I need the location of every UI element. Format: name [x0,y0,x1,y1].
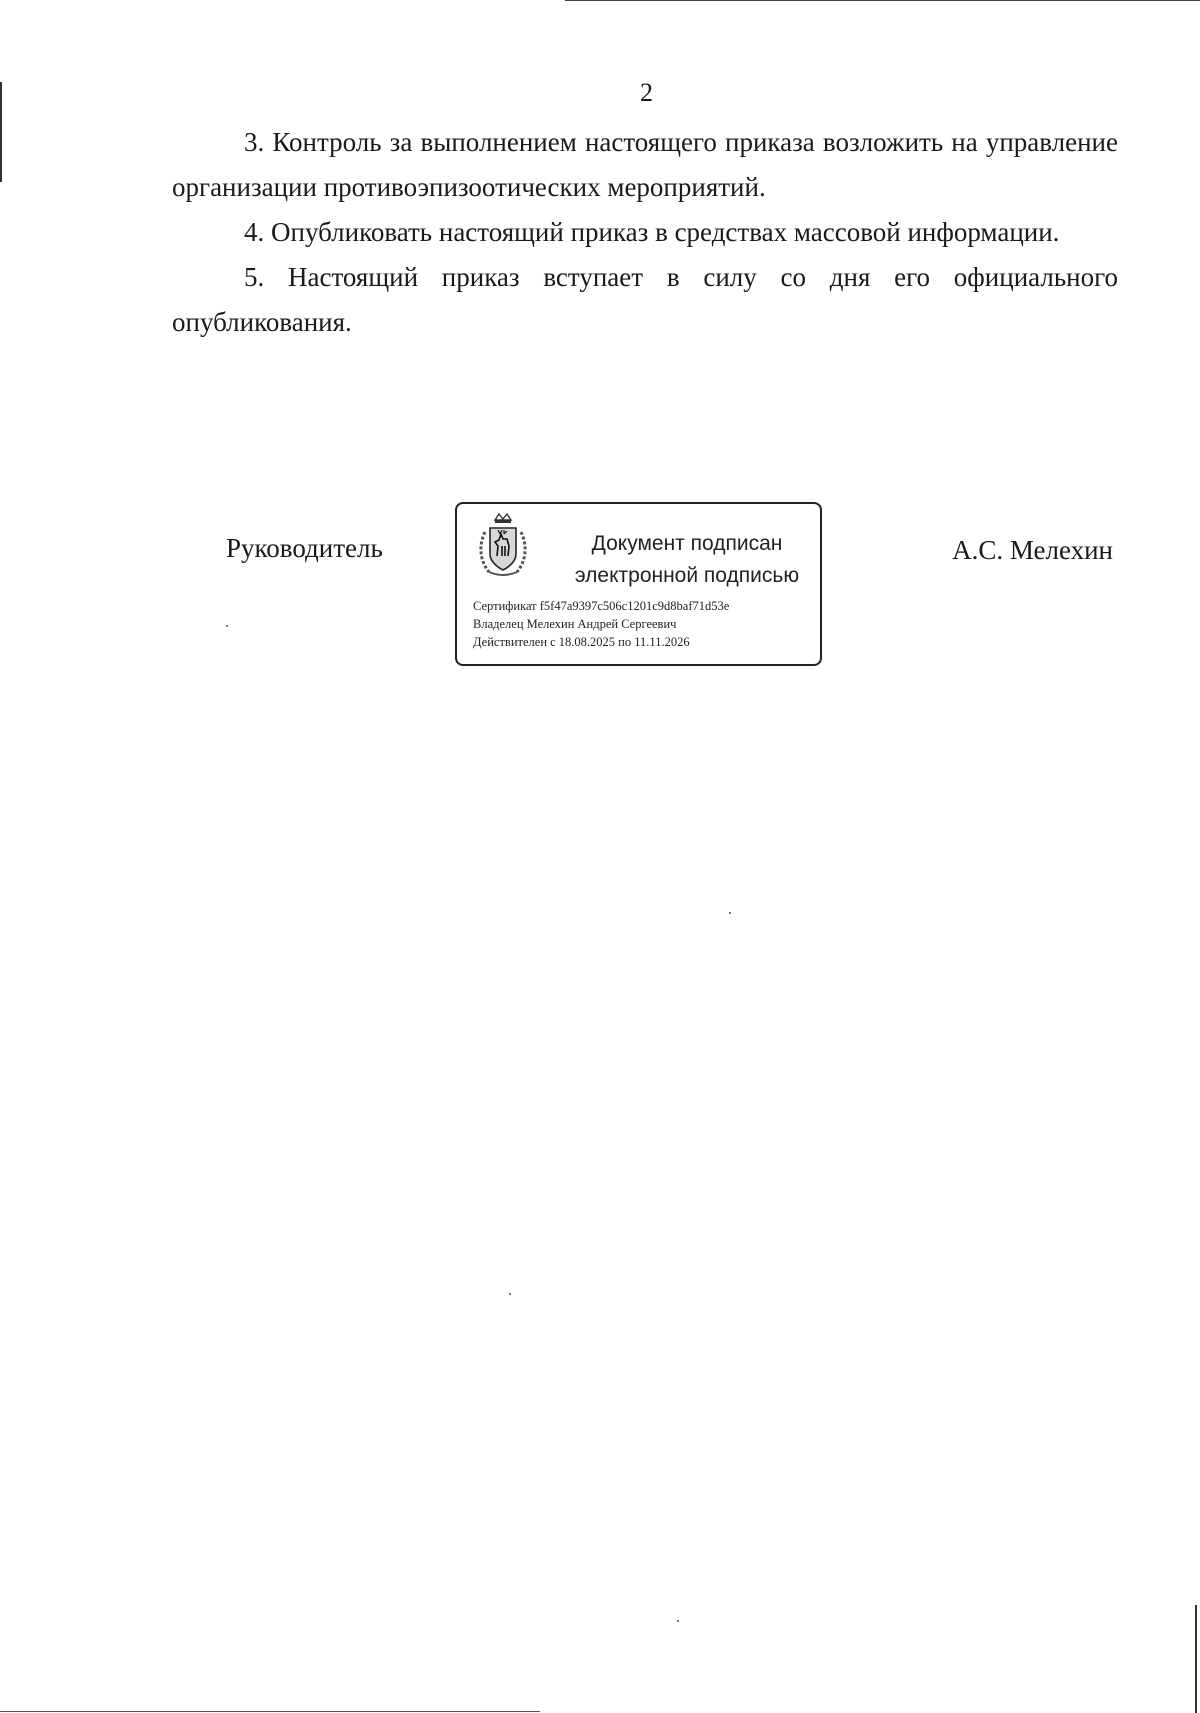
paragraph-item-4: 4. Опубликовать настоящий приказ в средствах массовой информации. [244,217,1060,247]
page-number: 2 [640,78,653,107]
scan-edge-right [1195,1605,1197,1713]
scan-edge-bottom [0,1711,540,1712]
stamp-title [557,528,817,592]
stamp-details [473,597,729,651]
stamp-title-line-2: электронной подписью [574,564,800,587]
certificate-validity: Действителен с 18.08.2025 по 11.11.2026 [473,635,690,649]
scan-speck [729,912,731,914]
certificate-number: Сертификат f5f47a9397c506c1201c9d8baf71d53e [473,599,730,613]
electronic-signature-stamp [455,502,822,666]
certificate-owner: Владелец Мелехин Андрей Сергеевич [473,617,677,631]
signer-name: А.С. Мелехин [952,535,1113,565]
scan-speck [677,1620,679,1622]
coat-of-arms-icon [473,512,533,582]
stamp-title-line-1: Документ подписан [591,532,783,555]
scan-speck [509,1293,511,1295]
scan-edge-top [565,0,1200,1]
order-text [172,120,1118,345]
signature-block [0,500,1200,680]
paragraph-item-5: 5. Настоящий приказ вступает в силу со дня его официального опубликования. [172,262,1118,337]
paragraph-item-3: 3. Контроль за выполнением настоящего приказа возложить на управление организации противоэпизоотических мероприятий. [172,127,1118,202]
signer-position: Руководитель [226,533,383,563]
